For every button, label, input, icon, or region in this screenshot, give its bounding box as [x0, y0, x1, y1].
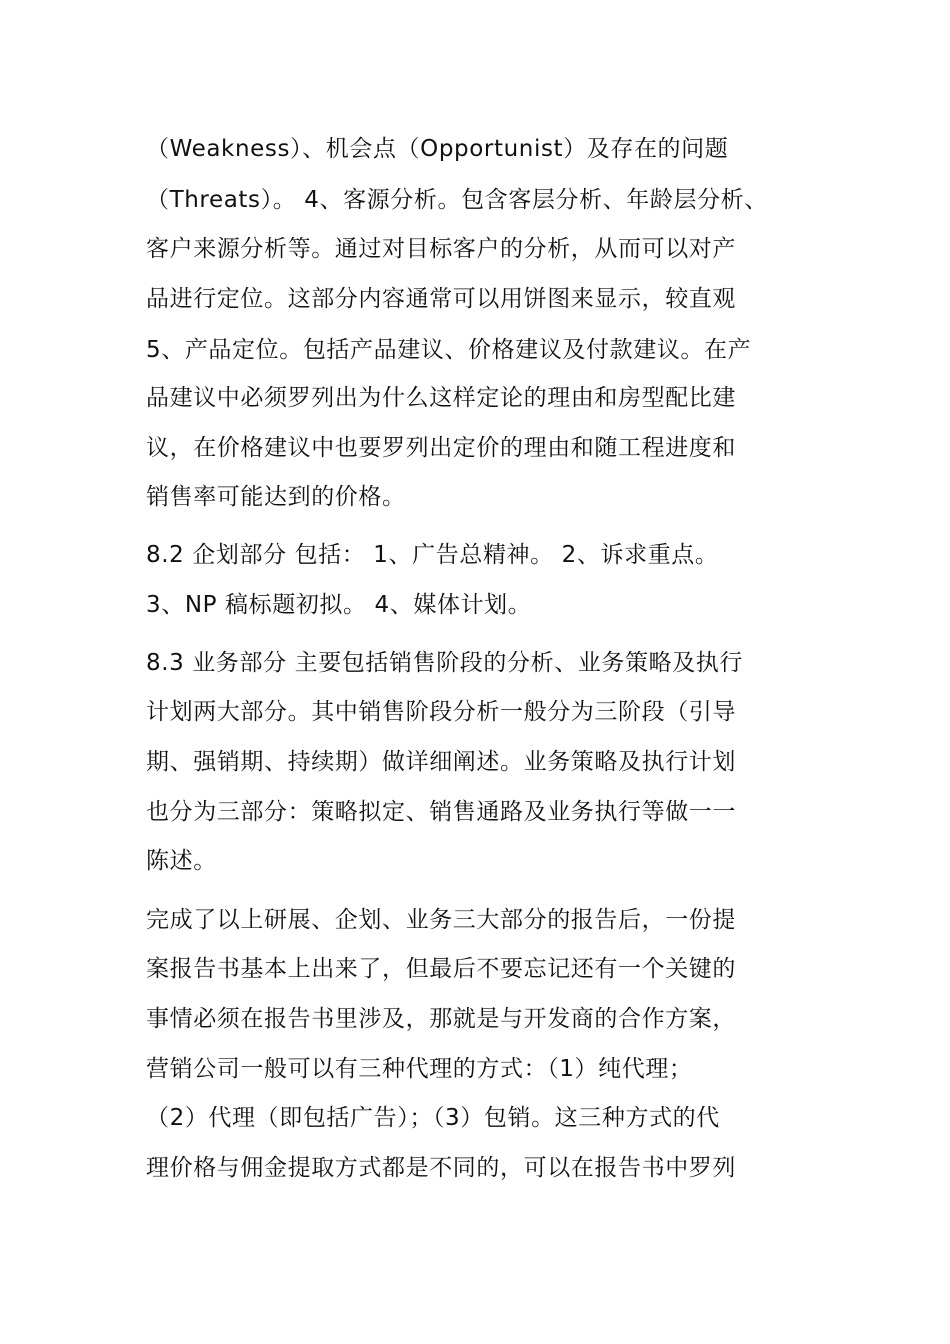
- text-line: 期、强销期、持续期）做详细阐述。业务策略及执行计划: [146, 749, 736, 775]
- text-line: （Weakness）、机会点（Opportunist）及存在的问题: [146, 136, 729, 162]
- text-line: 案报告书基本上出来了，但最后不要忘记还有一个关键的: [146, 956, 736, 982]
- text-line: 营销公司一般可以有三种代理的方式：（1）纯代理；: [146, 1056, 693, 1082]
- text-line: 事情必须在报告书里涉及，那就是与开发商的合作方案，: [146, 1006, 736, 1032]
- text-line: 3、NP 稿标题初拟。 4、媒体计划。: [146, 592, 532, 618]
- text-line: 也分为三部分：策略拟定、销售通路及业务执行等做一一: [146, 799, 736, 825]
- text-line: 销售率可能达到的价格。: [146, 484, 406, 510]
- text-line: 计划两大部分。其中销售阶段分析一般分为三阶段（引导: [146, 699, 736, 725]
- text-line: （Threats）。 4、客源分析。包含客层分析、年龄层分析、: [146, 187, 768, 213]
- text-line: 理价格与佣金提取方式都是不同的，可以在报告书中罗列: [146, 1155, 736, 1181]
- text-line: 陈述。: [146, 848, 217, 874]
- text-line: 议，在价格建议中也要罗列出定价的理由和随工程进度和: [146, 435, 736, 461]
- text-line: 品进行定位。这部分内容通常可以用饼图来显示，较直观: [146, 286, 736, 312]
- text-line: 客户来源分析等。通过对目标客户的分析，从而可以对产: [146, 236, 736, 262]
- text-line: 8.3 业务部分 主要包括销售阶段的分析、业务策略及执行: [146, 650, 743, 676]
- text-line: （2）代理（即包括广告）；（3）包销。这三种方式的代: [146, 1105, 720, 1131]
- text-line: 品建议中必须罗列出为什么这样定论的理由和房型配比建: [146, 385, 736, 411]
- text-line: 5、产品定位。包括产品建议、价格建议及付款建议。在产: [146, 337, 752, 363]
- text-line: 完成了以上研展、企划、业务三大部分的报告后，一份提: [146, 907, 736, 933]
- text-line: 8.2 企划部分 包括： 1、广告总精神。 2、诉求重点。: [146, 542, 719, 568]
